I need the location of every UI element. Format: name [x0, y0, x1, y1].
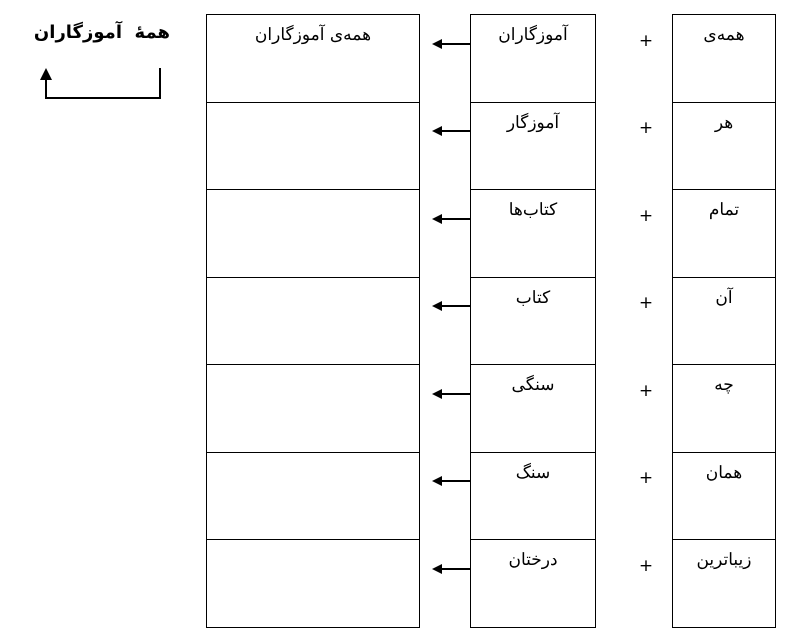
- example-phrase: [10, 20, 180, 110]
- noun-text: کتاب‌ها: [508, 200, 558, 220]
- result-cell: [207, 190, 419, 278]
- arrow-left-icon: [432, 299, 470, 313]
- bent-arrow-up-icon: [10, 20, 180, 110]
- result-cell: [207, 365, 419, 453]
- result-column: [206, 14, 420, 628]
- result-text: همه‌ی آموزگاران: [254, 25, 372, 45]
- result-cell: [207, 540, 419, 628]
- arrow-left-icon: [432, 124, 470, 138]
- determiner-cell: [673, 103, 775, 190]
- example-word-determiner: همهٔ: [134, 22, 170, 43]
- noun-text: سنگی: [511, 375, 555, 395]
- example-word-noun: آموزگاران: [33, 22, 122, 43]
- noun-text: درختان: [508, 550, 558, 570]
- arrow-left-icon: [432, 37, 470, 51]
- plus-sign: +: [638, 293, 654, 313]
- arrow-left-icon: [432, 474, 470, 488]
- arrow-left-icon: [432, 387, 470, 401]
- noun-cell: [471, 365, 595, 453]
- determiner-cell: [673, 453, 775, 540]
- determiner-cell: [673, 190, 775, 278]
- determiner-column: [672, 14, 776, 628]
- plus-sign: +: [638, 556, 654, 576]
- noun-text: آموزگاران: [498, 25, 568, 45]
- determiner-text: زیباترین: [696, 550, 752, 570]
- arrow-left-icon: [432, 212, 470, 226]
- plus-sign: +: [638, 206, 654, 226]
- determiner-text: آن: [715, 288, 733, 308]
- result-cell: [207, 278, 419, 365]
- arrow-left-icon: [432, 562, 470, 576]
- determiner-cell: [673, 540, 775, 628]
- noun-text: کتاب: [515, 288, 551, 308]
- result-cell: [207, 103, 419, 190]
- result-cell: [207, 15, 419, 103]
- plus-sign: +: [638, 381, 654, 401]
- determiner-text: هر: [714, 113, 734, 133]
- noun-cell: [471, 540, 595, 628]
- plus-sign: +: [638, 31, 654, 51]
- determiner-text: تمام: [708, 200, 740, 220]
- noun-cell: [471, 15, 595, 103]
- determiner-cell: [673, 15, 775, 103]
- determiner-cell: [673, 278, 775, 365]
- noun-text: آموزگار: [506, 113, 560, 133]
- noun-cell: [471, 103, 595, 190]
- noun-cell: [471, 190, 595, 278]
- noun-text: سنگ: [515, 463, 551, 483]
- determiner-cell: [673, 365, 775, 453]
- plus-sign: +: [638, 468, 654, 488]
- determiner-text: همه‌ی: [703, 25, 745, 45]
- determiner-text: همان: [705, 463, 743, 483]
- determiner-text: چه: [714, 375, 734, 395]
- noun-cell: [471, 278, 595, 365]
- result-cell: [207, 453, 419, 540]
- noun-cell: [471, 453, 595, 540]
- noun-column: [470, 14, 596, 628]
- plus-sign: +: [638, 118, 654, 138]
